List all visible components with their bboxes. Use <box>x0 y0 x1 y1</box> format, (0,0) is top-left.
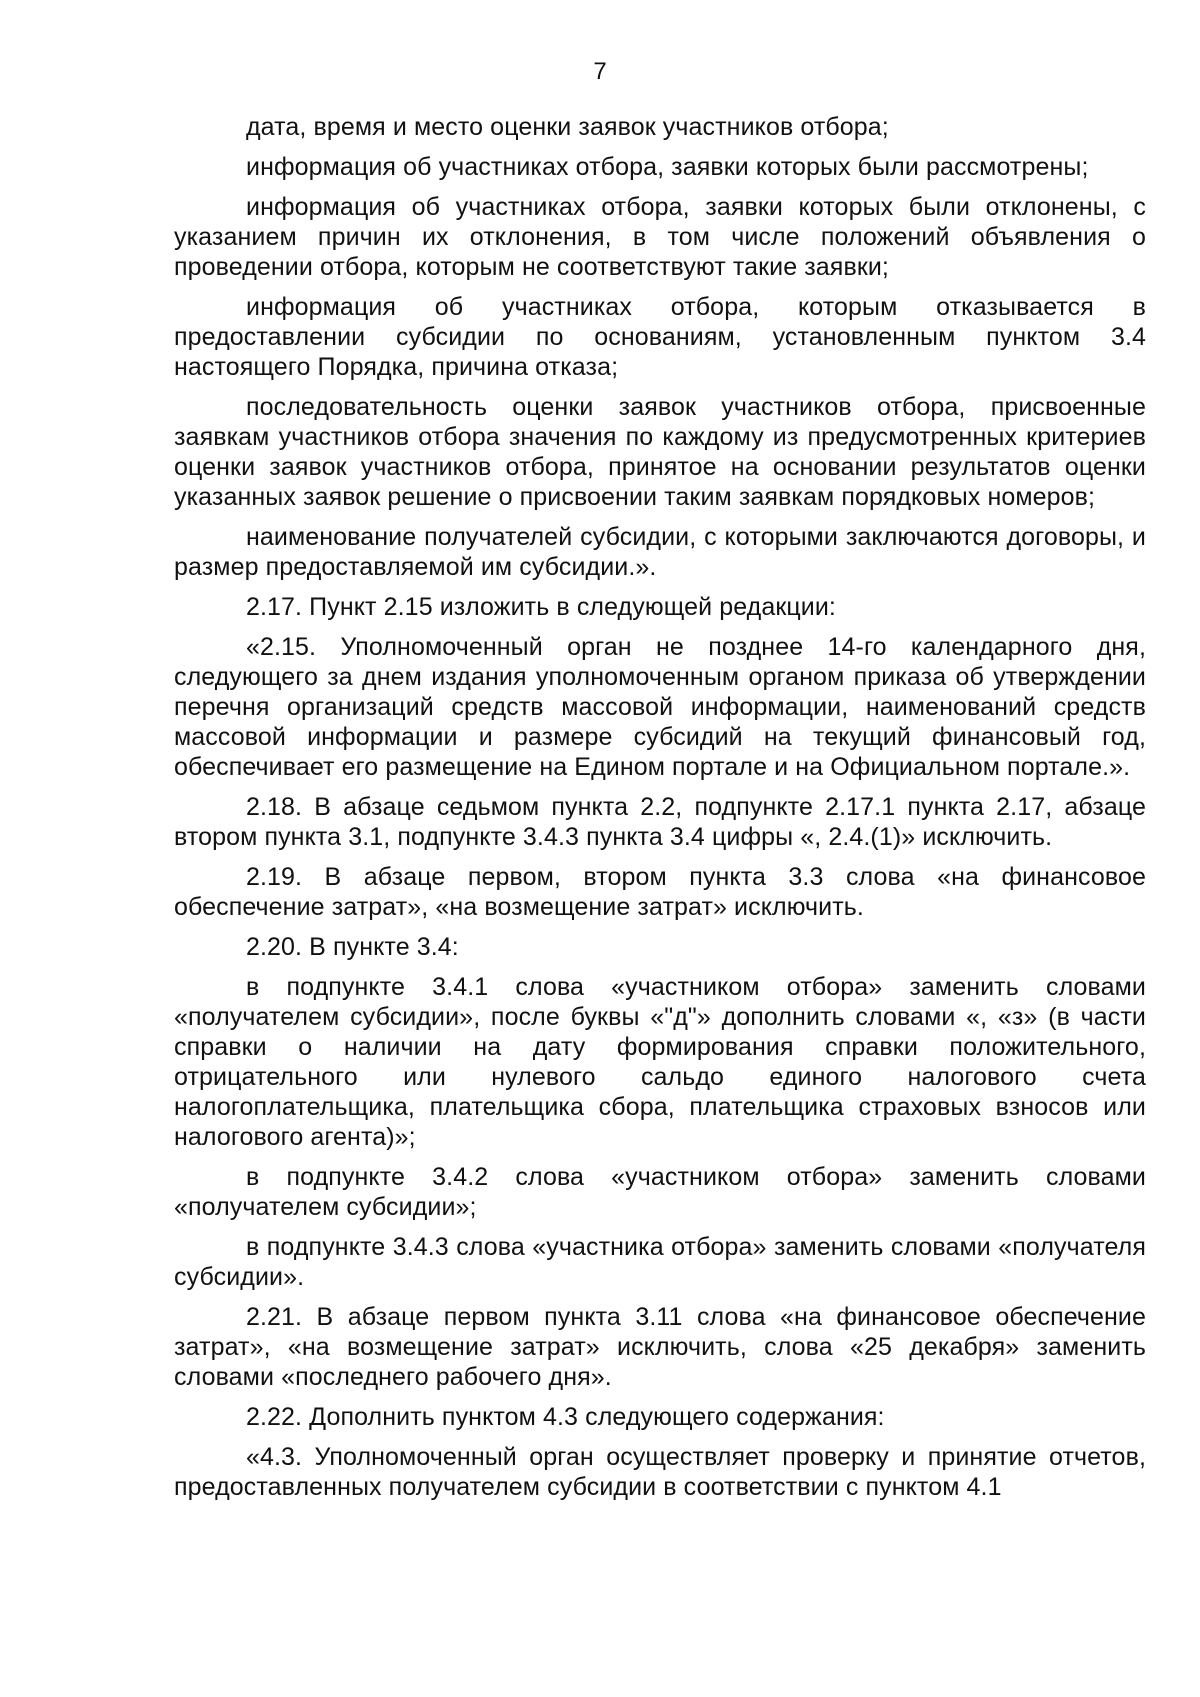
page-number: 7 <box>593 58 607 85</box>
paragraph-16: 2.22. Дополнить пунктом 4.3 следующего содержания: <box>246 1403 885 1431</box>
paragraph-6: наименование получателей субсидии, с которыми заключаются договоры, и размер предоставляемой им субсидии.». <box>174 523 1146 581</box>
paragraph-3: информация об участниках отбора, заявки которых были отклонены, с указанием причин их отклонения, в том числе положений объявления о проведении отбора, которым не соответствуют такие заявки; <box>174 193 1146 281</box>
paragraph-4: информация об участниках отбора, которым отказывается в предоставлении субсидии по основаниям, установленным пунктом 3.4 настоящего Порядка, причина отказа; <box>174 293 1146 381</box>
paragraph-2: информация об участниках отбора, заявки которых были рассмотрены; <box>246 153 1089 181</box>
paragraph-8: «2.15. Уполномоченный орган не позднее 14-го календарного дня, следующего за днем издания уполномоченным органом приказа об утверждении перечня организаций средств массовой информации, наименований средств массовой информации и размере субсидий на текущий финансовый год, обеспечивает его размещение на Едином портале и на Официальном портале.». <box>174 633 1146 781</box>
paragraph-14: в подпункте 3.4.3 слова «участника отбора» заменить словами «получателя субсидии». <box>174 1233 1146 1291</box>
paragraph-9: 2.18. В абзаце седьмом пункта 2.2, подпункте 2.17.1 пункта 2.17, абзаце втором пункта 3.1, подпункте 3.4.3 пункта 3.4 цифры «, 2.4.(1)» исключить. <box>174 793 1146 851</box>
paragraph-13: в подпункте 3.4.2 слова «участником отбора» заменить словами «получателем субсидии»; <box>174 1163 1146 1221</box>
paragraph-17: «4.3. Уполномоченный орган осуществляет проверку и принятие отчетов, предоставленных получателем субсидии в соответствии с пунктом 4.1 <box>174 1443 1146 1501</box>
paragraph-5: последовательность оценки заявок участников отбора, присвоенные заявкам участников отбора значения по каждому из предусмотренных критериев оценки заявок участников отбора, принятое на основании результатов оценки указанных заявок решение о присвоении таким заявкам порядковых номеров; <box>174 393 1146 511</box>
paragraph-7: 2.17. Пункт 2.15 изложить в следующей редакции: <box>246 593 836 621</box>
paragraph-11: 2.20. В пункте 3.4: <box>246 933 459 961</box>
paragraph-15: 2.21. В абзаце первом пункта 3.11 слова «на финансовое обеспечение затрат», «на возмещение затрат» исключить, слова «25 декабря» заменить словами «последнего рабочего дня». <box>174 1303 1146 1391</box>
document-body <box>174 112 1146 1512</box>
paragraph-12: в подпункте 3.4.1 слова «участником отбора» заменить словами «получателем субсидии», после буквы «"д"» дополнить словами «, «з» (в части справки о наличии на дату формирования справки положительного, отрицательного или нулевого сальдо единого налогового счета налогоплательщика, плательщика сбора, плательщика страховых взносов или налогового агента)»; <box>174 973 1146 1151</box>
paragraph-1: дата, время и место оценки заявок участников отбора; <box>246 113 889 141</box>
paragraph-10: 2.19. В абзаце первом, втором пункта 3.3 слова «на финансовое обеспечение затрат», «на возмещение затрат» исключить. <box>174 863 1146 921</box>
